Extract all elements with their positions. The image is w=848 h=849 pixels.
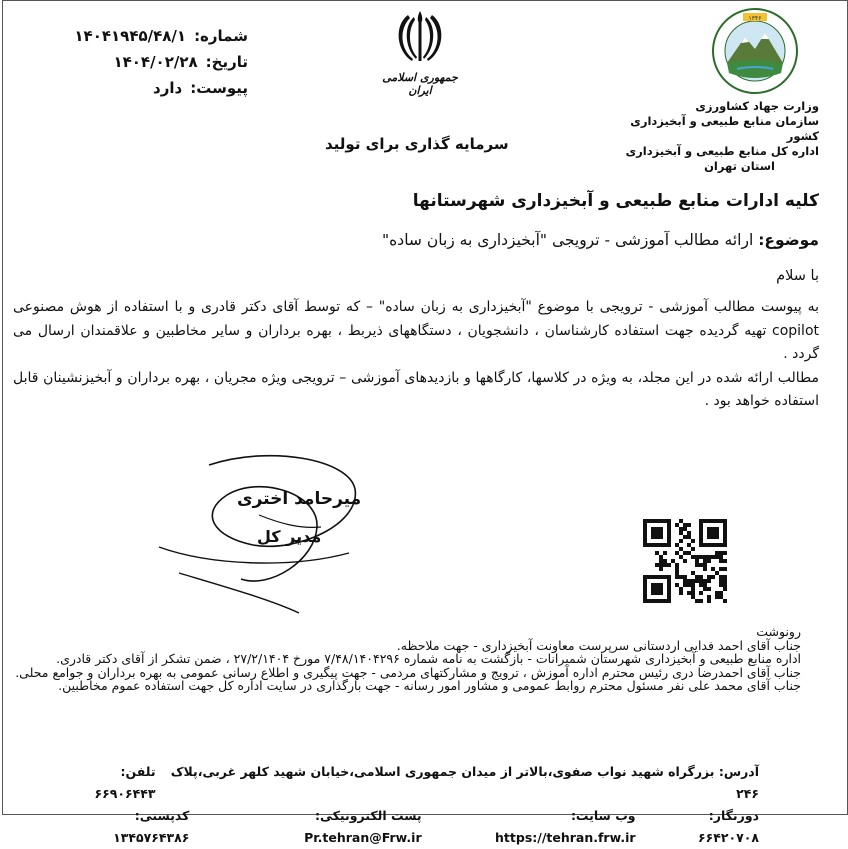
paragraph-2: مطالب ارائه شده در این مجلد، به ویژه در کلاسها، کارگاهها و بازدیدهای آموزشی – ترویجی ویژه مجریان ، بهره برداران و آبخیزنشینان قابل استفاده خواهد بود . xyxy=(13,369,819,409)
org-block xyxy=(623,99,819,174)
cc-line: جناب آقای احمدرضا دری رئیس محترم اداره آموزش ، ترویج و مشارکتهای مردمی - جهت پیگیری و اطلاع رسانی عمومی به بهره برداران و جوامع محلی. xyxy=(15,664,801,680)
footer-email[interactable]: پست الکترونیکی: Pr.tehran@Frw.ir xyxy=(304,808,422,845)
signer-title: مدیر کل xyxy=(257,527,322,546)
footer-row-1 xyxy=(59,761,759,805)
date-value: ۱۴۰۴/۰۲/۲۸ xyxy=(113,53,198,71)
logo-year: ۱۳۴۶ xyxy=(748,15,762,22)
cc-line: اداره منابع طبیعی و آبخیزداری شهرستان شمیرانات - بازگشت به نامه شماره ۷/۴۸/۱۴۰۴۲۹۶ مورخ ۲۷/۲/۱۴۰۴ ، ضمن تشکر از آقای دکتر قادری. xyxy=(56,651,801,666)
cc-line: جناب آقای احمد فدایی اردستانی سرپرست معاونت آبخیزداری - جهت ملاحظه. xyxy=(396,637,801,653)
footer-fax: دورنگار: ۶۶۴۲۰۷۰۸ xyxy=(697,808,759,845)
signer-name: میرحامد اختری xyxy=(237,489,362,509)
letter-body xyxy=(13,296,819,414)
cc-block xyxy=(11,625,801,693)
org-logo xyxy=(707,7,803,101)
iran-emblem xyxy=(377,7,463,97)
org-line-organization: سازمان منابع طبیعی و آبخیزداری کشور xyxy=(630,114,819,143)
subject-label: موضوع: xyxy=(758,231,819,249)
emblem-caption: جمهوری اسلامی ایران xyxy=(382,71,458,97)
signature-block xyxy=(149,449,379,621)
subject-text: ارائه مطالب آموزشی - ترویجی "آبخیزداری به زبان ساده" xyxy=(382,231,754,249)
footer xyxy=(59,761,759,849)
footer-postal: کدپستی: ۱۳۴۵۷۶۴۳۸۶ xyxy=(113,808,190,845)
subject-line xyxy=(382,231,819,249)
number-label: شماره: xyxy=(194,27,248,45)
letter-page xyxy=(2,0,848,845)
footer-phone: تلفن: ۶۶۹۰۶۴۴۳ xyxy=(94,764,156,801)
org-line-ministry: وزارت جهاد کشاورزی xyxy=(695,99,819,113)
qr-code xyxy=(643,519,727,607)
org-seal-icon xyxy=(707,7,803,97)
org-line-province: استان تهران xyxy=(704,159,775,173)
qr-code-icon xyxy=(643,519,727,603)
footer-website[interactable]: وب سایت: https://tehran.frw.ir xyxy=(495,808,636,845)
letter-meta xyxy=(73,23,248,101)
attachment-label: پیوست: xyxy=(190,79,248,97)
number-value: ۱۴۰۴۱۹۴۵/۴۸/۱ xyxy=(74,27,187,45)
date-label: تاریخ: xyxy=(205,53,248,71)
footer-address: آدرس: بزرگراه شهید نواب صفوی،بالاتر از میدان جمهوری اسلامی،خیابان شهید کلهر غربی،پلاک ۲۴۶ xyxy=(170,764,759,801)
cc-line: جناب آقای محمد علی نفر مسئول محترم روابط عمومی و مشاور امور رسانه - جهت بارگذاری در سایت اداره کل جهت استفاده عموم مخاطبین. xyxy=(58,678,801,693)
emblem-icon xyxy=(390,7,450,65)
org-line-directorate: اداره کل منابع طبیعی و آبخیزداری xyxy=(625,144,819,158)
footer-row-2 xyxy=(59,805,759,849)
attachment-value: دارد xyxy=(153,79,183,97)
slogan: سرمایه گذاری برای تولید xyxy=(325,135,509,153)
cc-heading: رونوشت xyxy=(756,624,801,639)
recipient: کلیه ادارات منابع طبیعی و آبخیزداری شهرستانها xyxy=(412,191,819,211)
paragraph-1: به پیوست مطالب آموزشی - ترویجی با موضوع "آبخیزداری به زبان ساده" – که توسط آقای دکتر قادری و با استفاده از هوش مصنوعی copilot تهیه گردیده جهت استفاده کارشناسان ، دانشجویان ، دستگاههای ذیربط ، بهره برداران و سایر مخاطبین و علاقمندان ارسال می گردد . xyxy=(13,299,819,362)
greeting: با سلام xyxy=(776,268,819,284)
